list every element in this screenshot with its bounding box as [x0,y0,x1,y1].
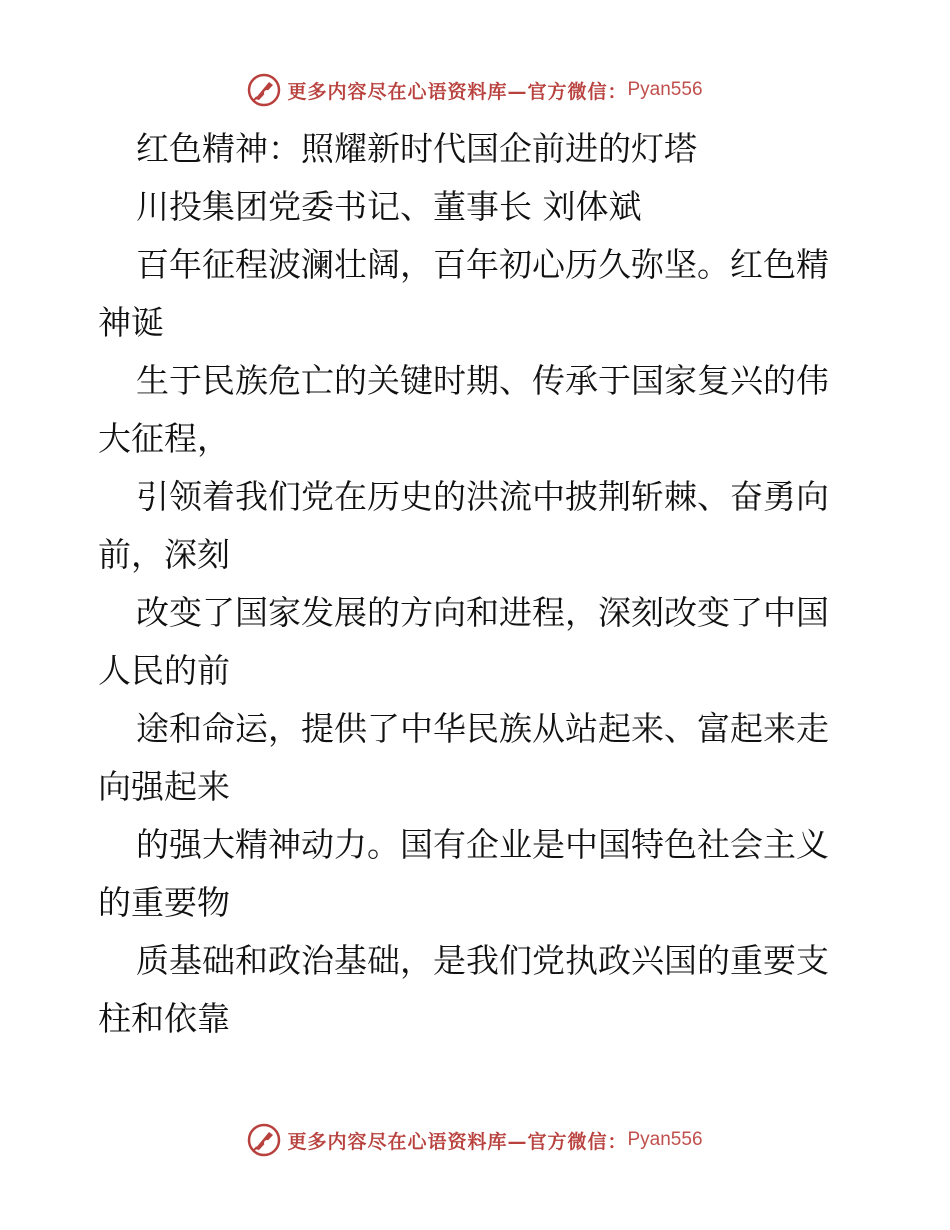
paragraph-line: 的重要物 [98,883,230,922]
paragraph-line: 途和命运，提供了中华民族从站起来、富起来走 [136,709,829,748]
header-banner [0,70,950,110]
paragraph-line: 生于民族危亡的关键时期、传承于国家复兴的伟 [136,361,829,400]
wechat-id: Pyan556 [627,1129,703,1150]
paragraph-line: 柱和依靠 [98,999,230,1038]
banner-text: 更多内容尽在心语资料库—官方微信： [287,1130,628,1153]
paragraph-line: 引领着我们党在历史的洪流中披荆斩棘、奋勇向 [136,477,829,516]
paragraph-line: 改变了国家发展的方向和进程，深刻改变了中国 [136,593,829,632]
document-body [98,120,858,1048]
paragraph-line: 质基础和政治基础，是我们党执政兴国的重要支 [136,941,829,980]
document-title: 红色精神：照耀新时代国企前进的灯塔 [136,129,697,168]
paragraph-line: 神诞 [98,303,164,342]
paragraph-line: 百年征程波澜壮阔，百年初心历久弥坚。红色精 [136,245,829,284]
paragraph-line: 的强大精神动力。国有企业是中国特色社会主义 [136,825,829,864]
quill-logo-icon [247,73,281,107]
paragraph-line: 向强起来 [98,767,230,806]
paragraph-line: 大征程， [98,419,230,458]
author-line: 川投集团党委书记、董事长 刘体斌 [136,187,642,226]
wechat-id: Pyan556 [627,79,703,100]
footer-banner [0,1120,950,1160]
banner-text: 更多内容尽在心语资料库—官方微信： [287,80,628,103]
paragraph-line: 人民的前 [98,651,230,690]
paragraph-line: 前，深刻 [98,535,230,574]
quill-logo-icon [247,1123,281,1157]
